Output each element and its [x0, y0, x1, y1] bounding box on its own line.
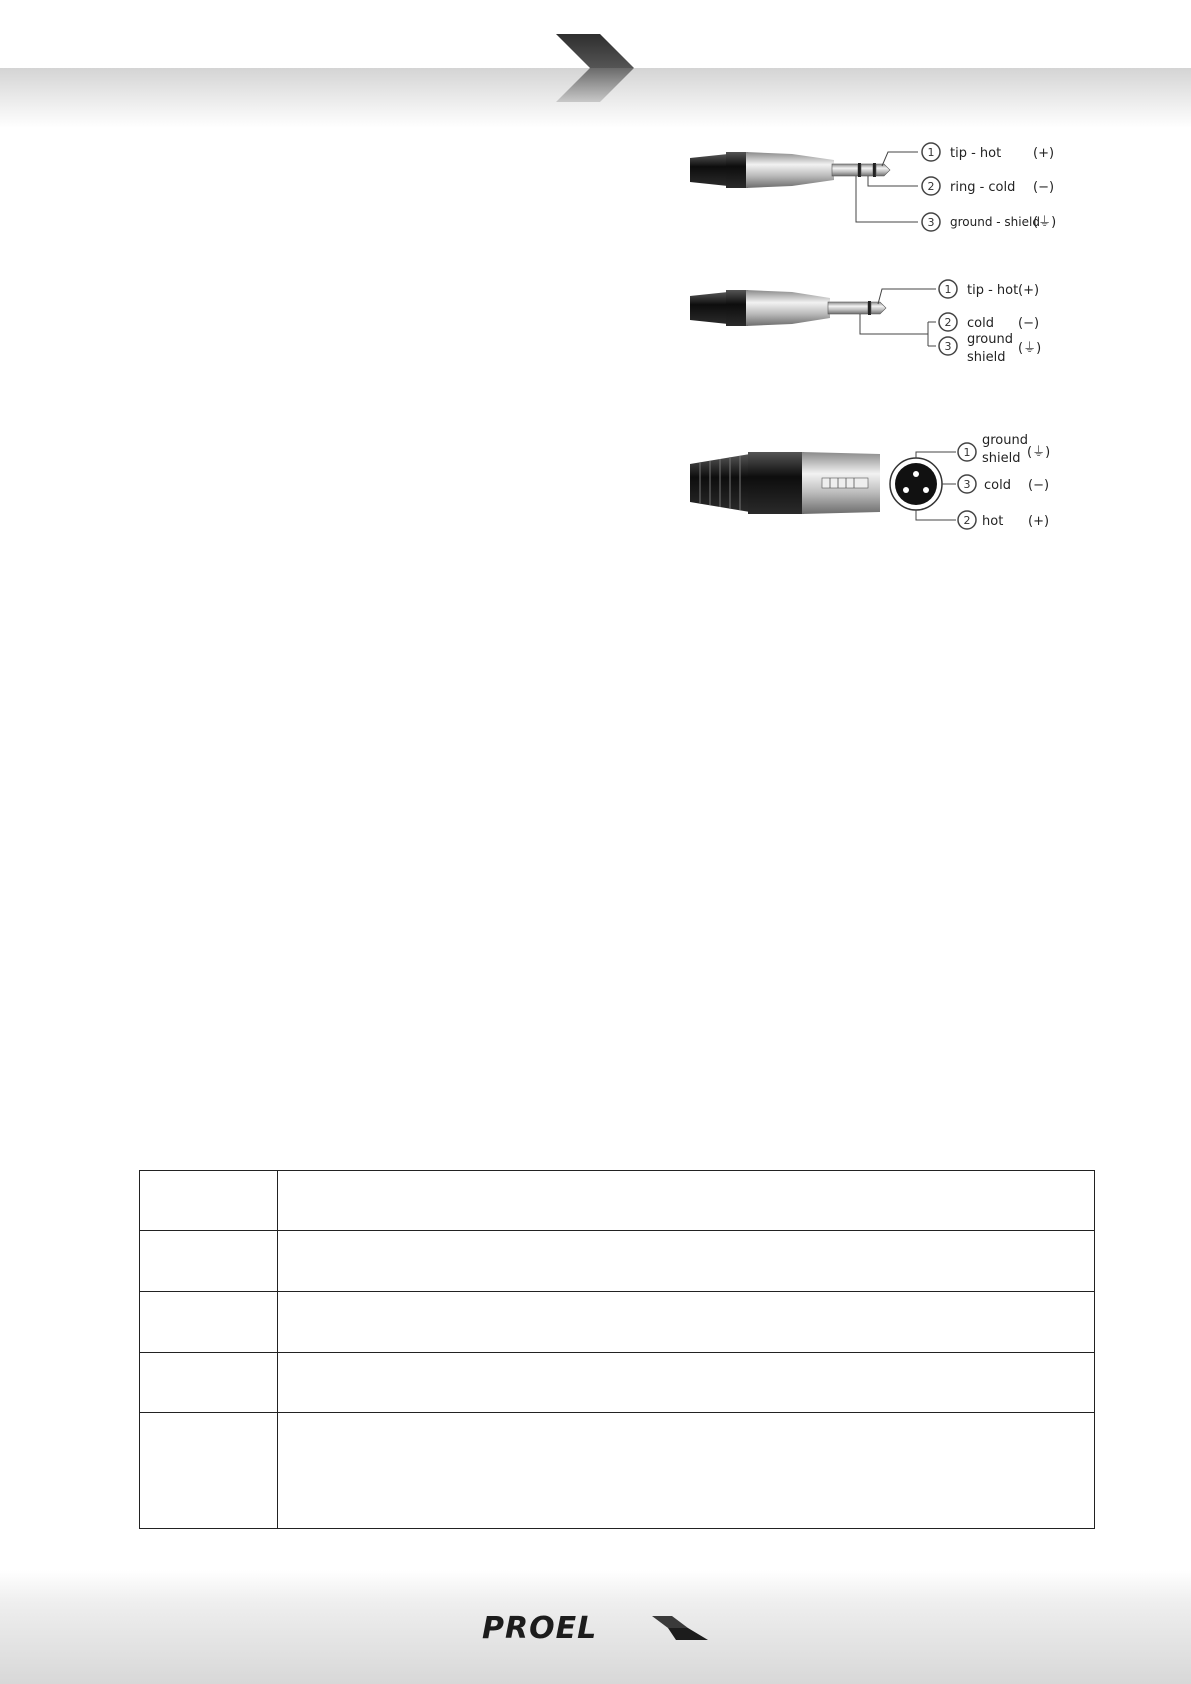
svg-text:shield: shield	[982, 451, 1021, 466]
table-cell-value	[278, 1231, 1095, 1292]
table-cell-label	[140, 1171, 278, 1231]
svg-text:(−): (−)	[1018, 316, 1040, 331]
svg-text:2: 2	[944, 316, 952, 329]
xlr-pin-1	[958, 433, 1050, 466]
svg-text:cold: cold	[967, 316, 994, 331]
svg-text:2: 2	[927, 180, 935, 193]
table-cell-label	[140, 1353, 278, 1413]
ts-plug-icon	[690, 290, 886, 326]
svg-text:1: 1	[927, 146, 935, 159]
xlr-pin-3	[958, 475, 1049, 493]
table-cell-value	[278, 1413, 1095, 1529]
xlr-female-plug-icon	[690, 452, 880, 514]
spec-table	[139, 1170, 1095, 1529]
svg-text:ground - shield: ground - shield	[950, 215, 1040, 229]
svg-text:3: 3	[944, 340, 952, 353]
svg-text:tip - hot: tip - hot	[950, 146, 1002, 161]
trs-jack-diagram	[680, 136, 1060, 236]
table-row	[140, 1413, 1095, 1529]
svg-text:shield: shield	[967, 350, 1006, 365]
table-row	[140, 1231, 1095, 1292]
svg-text:(−): (−)	[1028, 478, 1050, 493]
ts-pin-3	[939, 332, 1041, 365]
svg-text:1: 1	[944, 283, 952, 296]
svg-text:(⏚): (⏚)	[1018, 341, 1042, 356]
svg-text:hot: hot	[982, 514, 1004, 529]
ts-pin-2	[939, 313, 1039, 331]
logo-chevron-icon	[652, 1616, 708, 1640]
svg-text:cold: cold	[984, 478, 1011, 493]
table-cell-value	[278, 1171, 1095, 1231]
table-cell-value	[278, 1292, 1095, 1353]
svg-text:(+): (+)	[1018, 283, 1040, 298]
svg-text:(+): (+)	[1028, 514, 1050, 529]
trs-pin-3	[922, 213, 1056, 231]
table-row	[140, 1353, 1095, 1413]
table-cell-label	[140, 1292, 278, 1353]
svg-text:PROEL: PROEL	[482, 1612, 598, 1642]
trs-pin-1	[922, 143, 1054, 161]
proel-logo	[482, 1612, 710, 1642]
xlr-pin-2	[958, 511, 1049, 529]
svg-text:ring - cold: ring - cold	[950, 180, 1016, 195]
svg-text:ground: ground	[982, 433, 1028, 448]
table-cell-label	[140, 1413, 278, 1529]
svg-text:tip - hot: tip - hot	[967, 283, 1019, 298]
trs-pin-2	[922, 177, 1054, 195]
svg-text:ground: ground	[967, 332, 1013, 347]
table-cell-value	[278, 1353, 1095, 1413]
chevron-right-icon	[556, 34, 636, 102]
svg-text:(−): (−)	[1033, 180, 1055, 195]
trs-plug-icon	[690, 152, 890, 188]
svg-text:3: 3	[927, 216, 935, 229]
ts-jack-diagram	[680, 274, 1060, 374]
table-row	[140, 1292, 1095, 1353]
xlr-face-icon	[890, 458, 942, 510]
svg-text:(⏚): (⏚)	[1027, 445, 1051, 460]
xlr-female-diagram	[680, 428, 1060, 538]
ts-pin-1	[939, 280, 1039, 298]
svg-text:1: 1	[963, 446, 971, 459]
svg-text:(⏚): (⏚)	[1033, 215, 1057, 230]
svg-text:(+): (+)	[1033, 146, 1055, 161]
svg-text:3: 3	[963, 478, 971, 491]
table-cell-label	[140, 1231, 278, 1292]
table-row	[140, 1171, 1095, 1231]
svg-text:2: 2	[963, 514, 971, 527]
